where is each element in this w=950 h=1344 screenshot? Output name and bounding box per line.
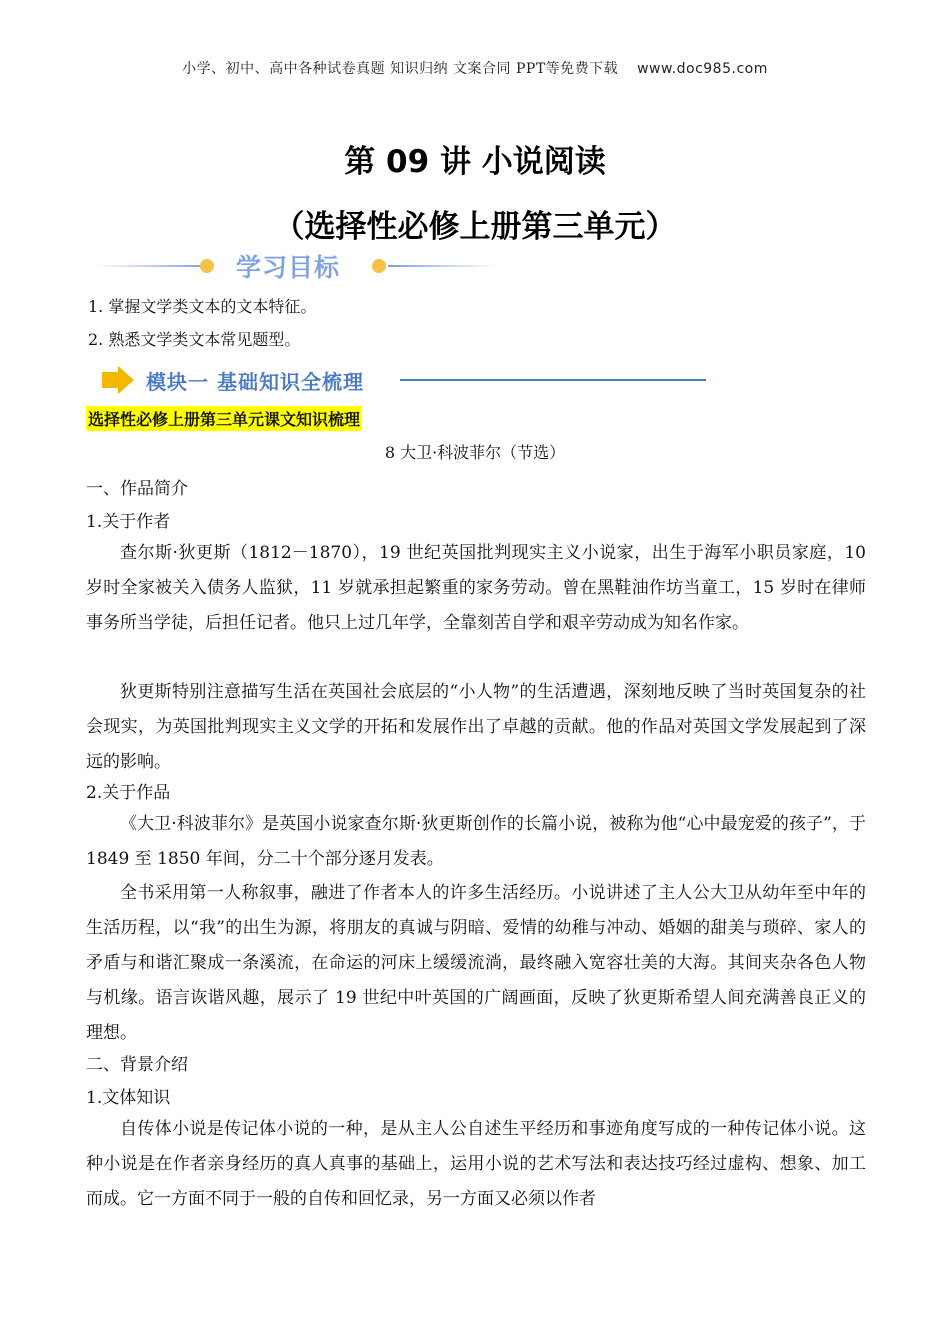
page-title: 第 09 讲 小说阅读 xyxy=(344,144,606,180)
header-site-url[interactable]: www.doc985.com xyxy=(637,61,768,77)
banner-line-right xyxy=(388,265,496,267)
goal-item: 1. 掌握文学类文本的文本特征。 xyxy=(88,297,317,316)
section-heading: 一、作品简介 xyxy=(86,479,188,499)
learning-goals-label: 学习目标 xyxy=(236,253,341,282)
page-header xyxy=(0,58,950,78)
banner-dot-right-icon xyxy=(372,259,386,273)
banner-dot-left-icon xyxy=(200,259,214,273)
banner-line-left xyxy=(96,265,208,267)
learning-goals-banner xyxy=(96,248,496,284)
paragraph-genre-knowledge: 自传体小说是传记体小说的一种，是从主人公自述生平经历和事迹角度写成的一种传记体小说。这种小说是在作者亲身经历的真人真事的基础上，运用小说的艺术写法和表达技巧经过虚构、想象、加工而成。它一方面不同于一般的自传和回忆录，另一方面又必须以作者 xyxy=(86,1119,866,1209)
subsection-heading: 1.关于作者 xyxy=(86,512,171,532)
module-banner xyxy=(100,364,710,396)
goal-item: 2. 熟悉文学类文本常见题型。 xyxy=(88,330,301,349)
highlighted-heading: 选择性必修上册第三单元课文知识梳理 xyxy=(86,406,362,431)
paragraph-work-summary: 全书采用第一人称叙事，融进了作者本人的许多生活经历。小说讲述了主人公大卫从幼年至中年的生活历程，以“我”的出生为源，将朋友的真诚与阴暗、爱情的幼稚与冲动、婚姻的甜美与琐碎、家人的矛盾与和谐汇聚成一条溪流，在命运的河床上缓缓流淌，最终融入宽容壮美的大海。其间夹杂各色人物与机缘。语言诙谐风趣，展示了 19 世纪中叶英国的广阔画面，反映了狄更斯希望人间充满善良正义的理想。 xyxy=(86,883,866,1043)
module-label: 模块一 基础知识全梳理 xyxy=(146,370,364,394)
subsection-heading: 1.文体知识 xyxy=(86,1088,171,1108)
section-heading: 二、背景介绍 xyxy=(86,1055,188,1075)
module-rule xyxy=(400,379,706,381)
lesson-title: 8 大卫·科波菲尔（节选） xyxy=(384,443,566,462)
subsection-heading: 2.关于作品 xyxy=(86,783,171,803)
paragraph-author-contribution: 狄更斯特别注意描写生活在英国社会底层的“小人物”的生活遭遇，深刻地反映了当时英国复杂的社会现实，为英国批判现实主义文学的开拓和发展作出了卓越的贡献。他的作品对英国文学发展起到了深远的影响。 xyxy=(86,682,866,772)
header-tagline: 小学、初中、高中各种试卷真题 知识归纳 文案合同 PPT等免费下载 xyxy=(182,61,619,77)
arrow-right-icon xyxy=(100,366,136,394)
page-subtitle: （选择性必修上册第三单元） xyxy=(273,209,677,245)
paragraph-work-intro: 《大卫·科波菲尔》是英国小说家查尔斯·狄更斯创作的长篇小说，被称为他“心中最宠爱的孩子”，于 1849 至 1850 年间，分二十个部分逐月发表。 xyxy=(86,814,866,869)
paragraph-author-bio: 查尔斯·狄更斯（1812－1870），19 世纪英国批判现实主义小说家，出生于海军小职员家庭，10 岁时全家被关入债务人监狱，11 岁就承担起繁重的家务劳动。曾在黑鞋油作坊当童工，15 岁时在律师事务所当学徒，后担任记者。他只上过几年学，全靠刻苦自学和艰辛劳动成为知名作家。 xyxy=(86,543,866,633)
